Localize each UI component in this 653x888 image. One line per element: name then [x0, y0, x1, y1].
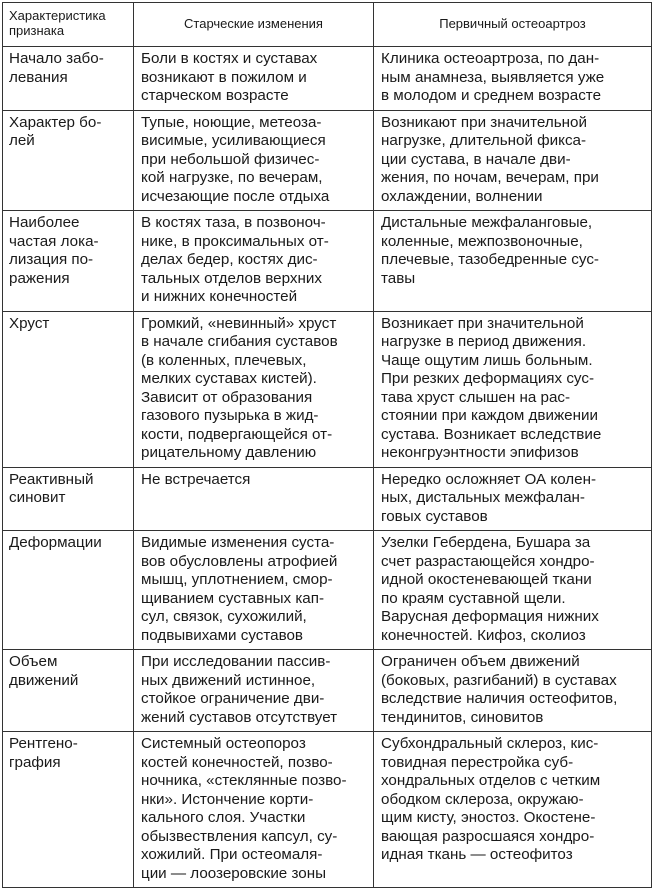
table-row	[3, 531, 652, 650]
header-feature: Характеристика признака	[3, 3, 134, 47]
table-row	[3, 650, 652, 732]
table-row	[3, 311, 652, 467]
osteoarthrosis-cell: Нередко осложняет ОА колен- ных, дистальных межфалан- говых суставов	[374, 467, 652, 531]
senile-cell: Боли в костях и суставах возникают в пожилом и старческом возрасте	[134, 47, 374, 111]
feature-cell: Наиболее частая лока- лизация по- ражения	[3, 211, 134, 312]
feature-cell: Деформации	[3, 531, 134, 650]
senile-cell: В костях таза, в позвоноч- нике, в проксимальных от- делах бедер, костях дис- тальных отделов верхних и нижних конечностей	[134, 211, 374, 312]
header-senile-changes: Старческие изменения	[134, 3, 374, 47]
osteoarthrosis-cell: Ограничен объем движений (боковых, разгибаний) в суставах вследствие наличия остеофитов, тендинитов, синовитов	[374, 650, 652, 732]
table-row	[3, 467, 652, 531]
osteoarthrosis-cell: Дистальные межфаланговые, коленные, межпозвоночные, плечевые, тазобедренные сус- тавы	[374, 211, 652, 312]
feature-cell: Начало забо- левания	[3, 47, 134, 111]
table-row	[3, 110, 652, 211]
senile-cell: Тупые, ноющие, метеоза- висимые, усиливающиеся при небольшой физичес- кой нагрузке, по вечерам, исчезающие после отдыха	[134, 110, 374, 211]
feature-cell: Реактивный синовит	[3, 467, 134, 531]
table-row	[3, 732, 652, 888]
feature-cell: Объем движений	[3, 650, 134, 732]
header-primary-osteoarthrosis: Первичный остеоартроз	[374, 3, 652, 47]
feature-cell: Характер бо- лей	[3, 110, 134, 211]
osteoarthrosis-cell: Возникают при значительной нагрузке, длительной фикса- ции сустава, в начале дви- жения, по ночам, вечерам, при охлаждении, волнении	[374, 110, 652, 211]
osteoarthrosis-cell: Возникает при значительной нагрузке в период движения. Чаще ощутим лишь больным. При резких деформациях сус- тава хруст слышен на рас- стоянии при каждом движении сустава. Возникает вследствие неконгруэнтности эпифизов	[374, 311, 652, 467]
osteoarthrosis-cell: Субхондральный склероз, кис- товидная перестройка суб- хондральных отделов с четким ободком склероза, окружаю- щим кисту, эностоз. Окостене- вающая разросшаяся хондро- идная ткань — остеофитоз	[374, 732, 652, 888]
table-row	[3, 47, 652, 111]
senile-cell: Видимые изменения суста- вов обусловлены атрофией мышц, уплотнением, смор- щиванием суставных кап- сул, связок, сухожилий, подвывихами суставов	[134, 531, 374, 650]
senile-cell: Не встречается	[134, 467, 374, 531]
senile-cell: При исследовании пассив- ных движений истинное, стойкое ограничение дви- жений суставов отсутствует	[134, 650, 374, 732]
osteoarthrosis-cell: Узелки Гебердена, Бушара за счет разрастающейся хондро- идной окостеневающей ткани по краям суставной щели. Варусная деформация нижних конечностей. Кифоз, сколиоз	[374, 531, 652, 650]
table-row	[3, 211, 652, 312]
comparison-table	[2, 2, 652, 888]
senile-cell: Громкий, «невинный» хруст в начале сгибания суставов (в коленных, плечевых, мелких суставах кистей). Зависит от образования газового пузырька в жид- кости, подвергающейся от- рицательному давлению	[134, 311, 374, 467]
feature-cell: Рентгено- графия	[3, 732, 134, 888]
feature-cell: Хруст	[3, 311, 134, 467]
osteoarthrosis-cell: Клиника остеоартроза, по дан- ным анамнеза, выявляется уже в молодом и среднем возрасте	[374, 47, 652, 111]
senile-cell: Системный остеопороз костей конечностей, позво- ночника, «стеклянные позво- нки». Истончение корти- кального слоя. Участки обызвествления капсул, су- хожилий. При остеомаля- ции — лоозеровские зоны	[134, 732, 374, 888]
table-header-row	[3, 3, 652, 47]
